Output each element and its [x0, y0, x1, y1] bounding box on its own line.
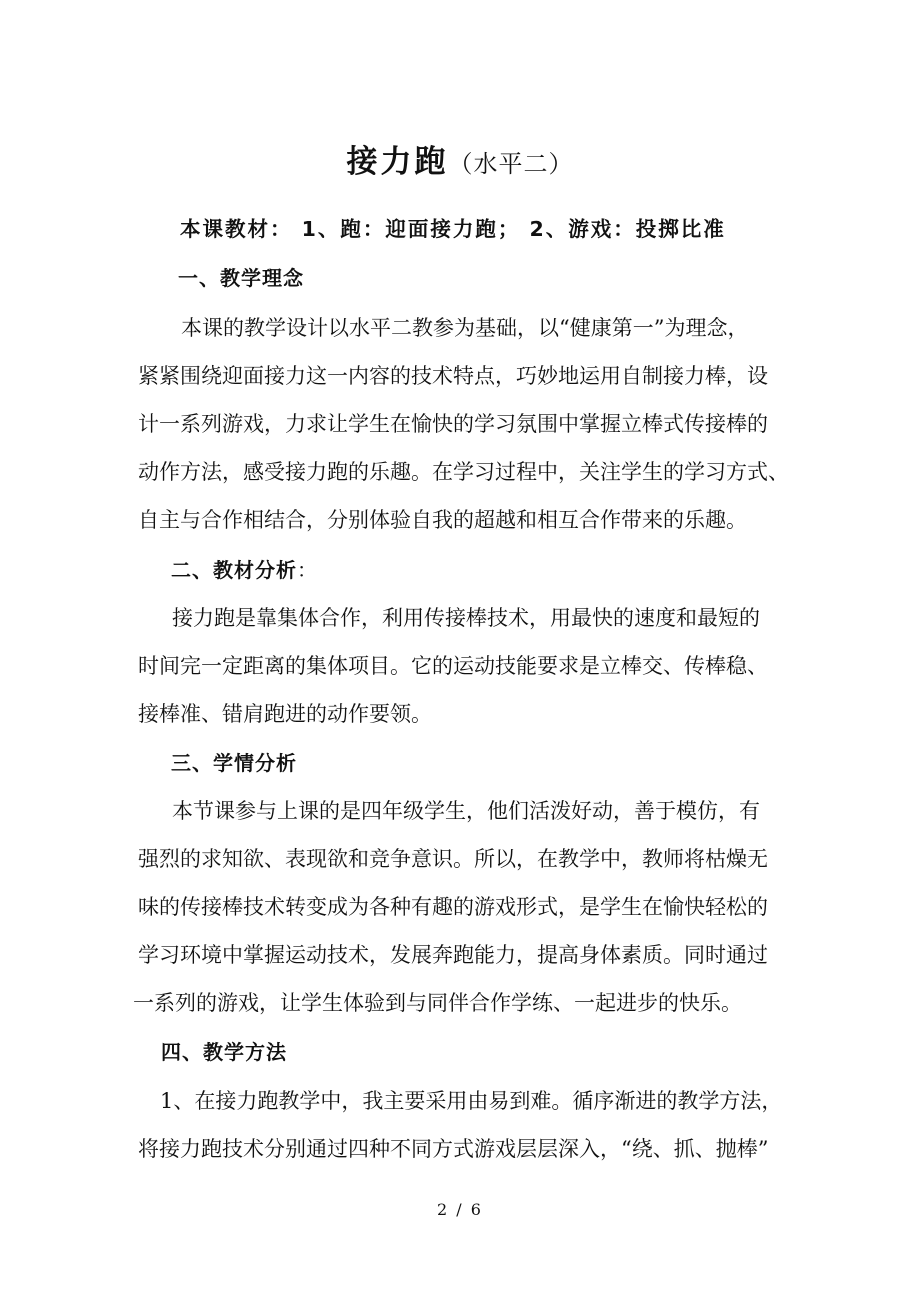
paragraph-line: 一系列的游戏，让学生体验到与同伴合作学练、一起进步的快乐。: [133, 991, 742, 1015]
title-main: 接力跑: [346, 144, 449, 180]
paragraph-line: 紧紧围绕迎面接力这一内容的技术特点，巧妙地运用自制接力棒，设: [138, 364, 768, 388]
paragraph-line: 时间完一定距离的集体项目。它的运动技能要求是立棒交、传棒稳、: [138, 654, 768, 678]
paragraph-line: 接棒准、错肩跑进的动作要领。: [138, 702, 432, 726]
section-heading-teaching-methods: [161, 1036, 287, 1065]
heading-text: 二、教材分析: [171, 558, 297, 582]
page-number: 2 / 6: [437, 1200, 483, 1219]
title-level: （水平二）: [448, 150, 574, 178]
section-heading-material-analysis: [171, 554, 318, 583]
heading-text: 一、教学理念: [178, 266, 304, 290]
paragraph-line: 学习环境中掌握运动技术，发展奔跑能力，提高身体素质。同时通过: [138, 943, 768, 967]
heading-text: 三、学情分析: [171, 751, 297, 775]
paragraph-line: 接力跑是靠集体合作，利用传接棒技术，用最快的速度和最短的: [172, 606, 760, 630]
paragraph-line: 强烈的求知欲、表现欲和竞争意识。所以，在教学中，教师将枯燥无: [138, 847, 768, 871]
paragraph-line: 本节课参与上课的是四年级学生，他们活泼好动，善于模仿，有: [172, 799, 760, 823]
course-materials: 本课教材： 1、跑：迎面接力跑； 2、游戏：投掷比准: [180, 217, 726, 241]
paragraph-line: 将接力跑技术分别通过四种不同方式游戏层层深入，“绕、抓、抛棒”: [138, 1137, 769, 1161]
section-heading-philosophy: [178, 262, 304, 291]
section-heading-student-analysis: [171, 747, 297, 776]
paragraph-line: 本课的教学设计以水平二教参为基础，以“健康第一”为理念，: [181, 316, 749, 340]
document-title: [0, 136, 920, 181]
paragraph-line: 计一系列游戏，力求让学生在愉快的学习氛围中掌握立棒式传接棒的: [138, 412, 768, 436]
paragraph-line: 1、在接力跑教学中，我主要采用由易到难。循序渐进的教学方法，: [160, 1089, 783, 1113]
paragraph-line: 味的传接棒技术转变成为各种有趣的游戏形式，是学生在愉快轻松的: [138, 895, 768, 919]
heading-text: 四、教学方法: [161, 1040, 287, 1064]
paragraph-line: 自主与合作相结合，分别体验自我的超越和相互合作带来的乐趣。: [138, 508, 747, 532]
heading-colon: ：: [297, 558, 318, 582]
paragraph-line: 动作方法，感受接力跑的乐趣。在学习过程中，关注学生的学习方式、: [138, 460, 789, 484]
